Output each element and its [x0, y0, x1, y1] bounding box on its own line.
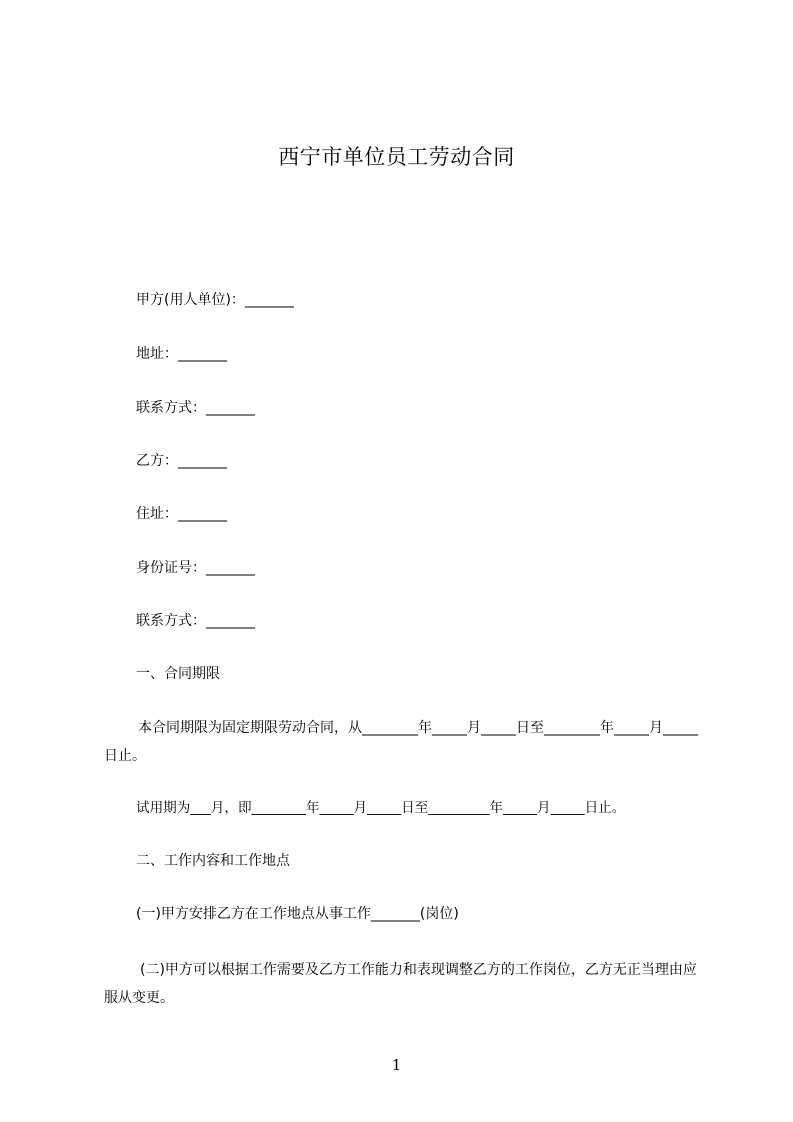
probation-line: 试用期为___月，即________年_____月_____日至_________年_____月_____日止。	[136, 800, 626, 816]
contact-b-line: 联系方式：_______	[136, 613, 255, 629]
id-number-line: 身份证号：_______	[136, 560, 255, 576]
clause-2-2: (二)甲方可以根据工作需要及乙方工作能力和表现调整乙方的工作岗位，乙方无正当理由应服从变更。	[104, 962, 697, 1006]
document-title: 西宁市单位员工劳动合同	[278, 145, 515, 169]
address-a-line: 地址：_______	[136, 346, 227, 362]
term-paragraph: 本合同期限为固定期限劳动合同，从________年_____月_____日至________年_____月_____日止。	[104, 720, 698, 764]
clause-2-1: (一)甲方安排乙方在工作地点从事工作_______(岗位)	[136, 906, 459, 922]
party-a-line: 甲方(用人单位)：_______	[136, 292, 294, 308]
address-b-line: 住址：_______	[136, 506, 227, 522]
section-2-heading: 二、工作内容和工作地点	[136, 853, 290, 869]
section-1-heading: 一、合同期限	[136, 666, 220, 682]
contact-a-line: 联系方式：_______	[136, 400, 255, 416]
page-number: 1	[391, 1056, 402, 1074]
party-b-line: 乙方：_______	[136, 453, 227, 469]
